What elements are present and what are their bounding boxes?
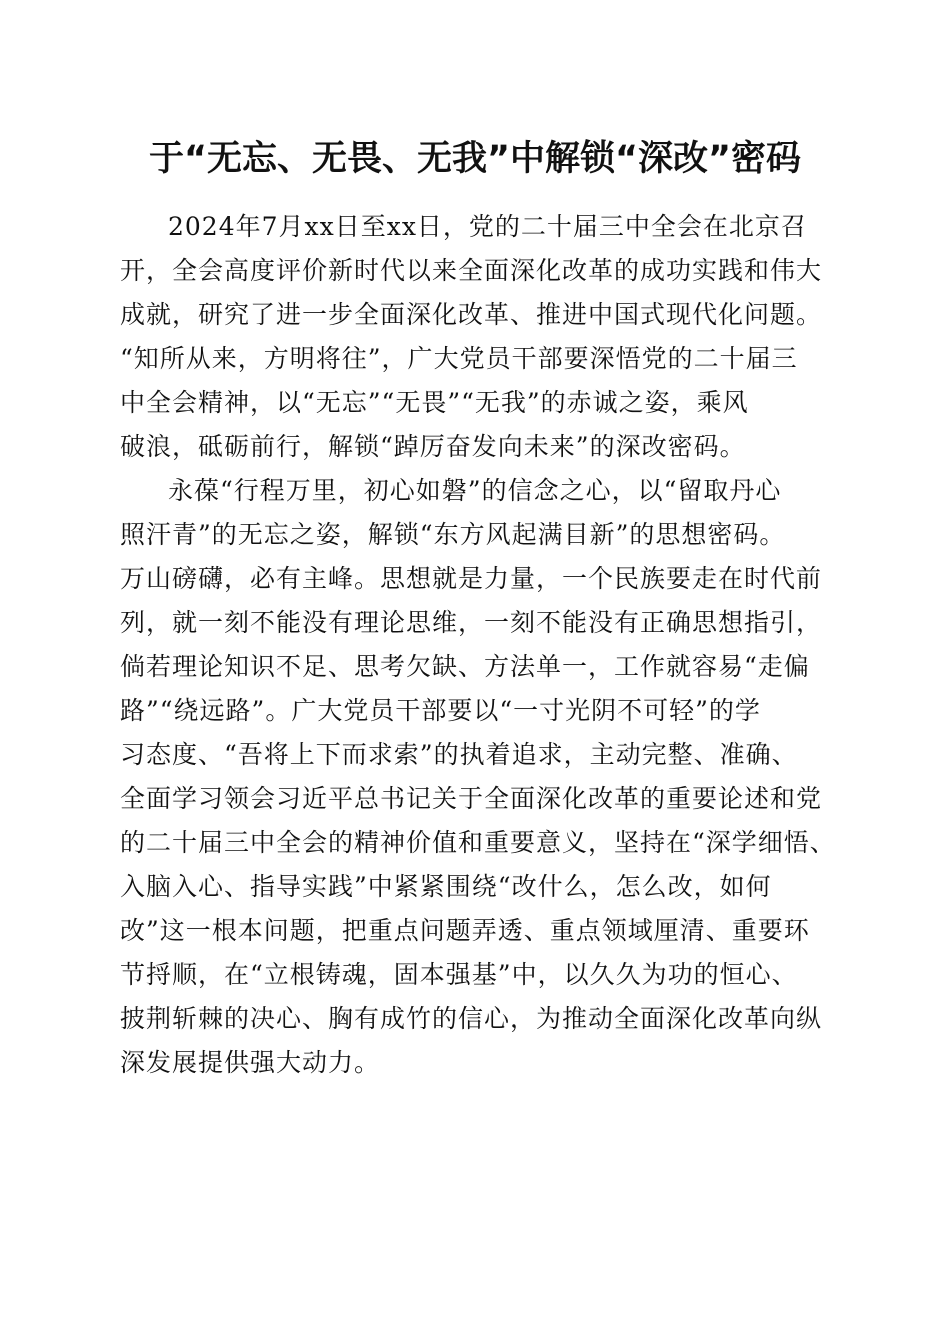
text-line: 列，就一刻不能没有理论思维，一刻不能没有正确思想指引， — [120, 608, 823, 637]
text-line: 习态度、“吾将上下而求索”的执着追求，主动完整、准确、 — [120, 740, 798, 769]
text-line: 节捋顺，在“立根铸魂，固本强基”中，以久久为功的恒心、 — [120, 960, 798, 989]
text-line: 路”“绕远路”。广大党员干部要以“一寸光阴不可轻”的学 — [120, 696, 761, 725]
text-line: 开，全会高度评价新时代以来全面深化改革的成功实践和伟大 — [120, 256, 823, 285]
text-line: 万山磅礴，必有主峰。思想就是力量，一个民族要走在时代前 — [120, 564, 823, 593]
text-line: 中全会精神，以“无忘”“无畏”“无我”的赤诚之姿，乘风 — [120, 388, 749, 417]
paragraph-2 — [120, 469, 840, 1085]
text-line: 入脑入心、指导实践”中紧紧围绕“改什么，怎么改，如何 — [120, 872, 772, 901]
page-title: 于“无忘、无畏、无我”中解锁“深改”密码 — [148, 139, 801, 179]
text-line: 改”这一根本问题，把重点问题弄透、重点领域厘清、重要环 — [120, 916, 810, 945]
paragraph-1 — [120, 205, 840, 469]
text-line: 照汗青”的无忘之姿，解锁“东方风起满目新”的思想密码。 — [120, 520, 786, 549]
text-line: 永葆“行程万里，初心如磐”的信念之心，以“留取丹心 — [168, 476, 782, 505]
text-line: 的二十届三中全会的精神价值和重要意义，坚持在“深学细悟、 — [120, 828, 836, 857]
text-line: 2024年7月xx日至xx日，党的二十届三中全会在北京召 — [168, 212, 807, 241]
text-line: 倘若理论知识不足、思考欠缺、方法单一，工作就容易“走偏 — [120, 652, 810, 681]
text-line: “知所从来，方明将往”，广大党员干部要深悟党的二十届三 — [120, 344, 798, 373]
text-line: 破浪，砥砺前行，解锁“踔厉奋发向未来”的深改密码。 — [120, 432, 746, 461]
text-line: 深发展提供强大动力。 — [120, 1048, 381, 1077]
text-line: 成就，研究了进一步全面深化改革、推进中国式现代化问题。 — [120, 300, 823, 329]
document-body — [120, 205, 840, 1085]
text-line: 全面学习领会习近平总书记关于全面深化改革的重要论述和党 — [120, 784, 823, 813]
text-line: 披荆斩棘的决心、胸有成竹的信心，为推动全面深化改革向纵 — [120, 1004, 823, 1033]
